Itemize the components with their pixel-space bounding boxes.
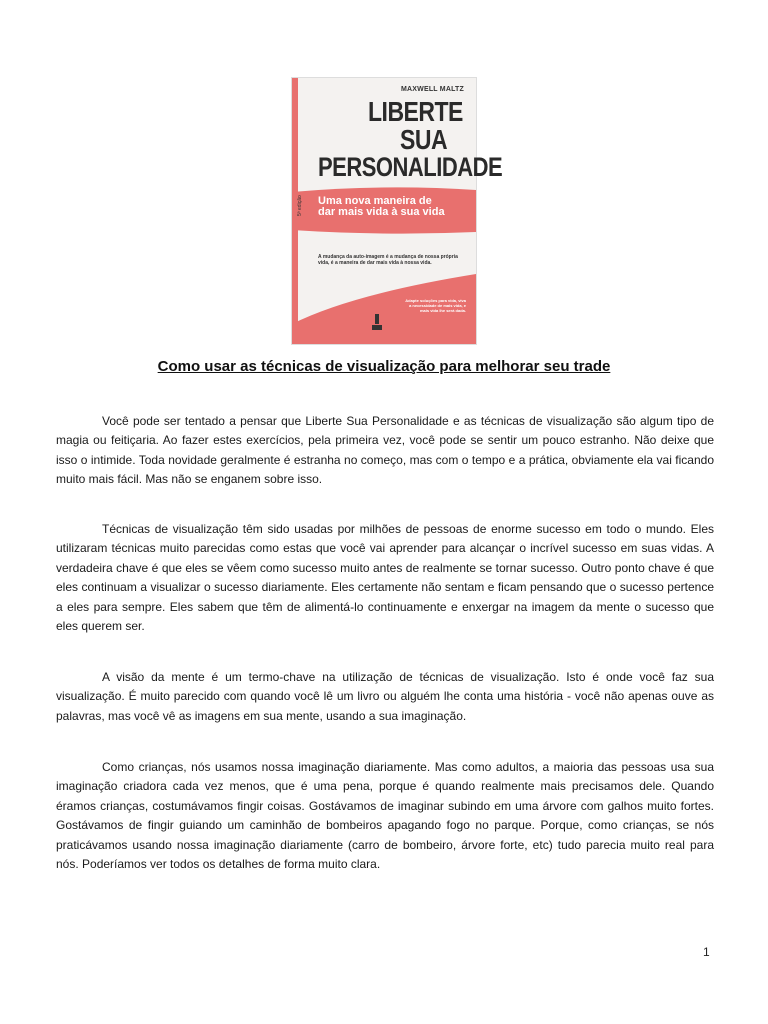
cover-edition: 5ª edição [297,195,303,216]
cover-title-line3: PERSONALIDADE [318,152,503,182]
body-paragraph-1: Você pode ser tentado a pensar que Liberte Sua Personalidade e as técnicas de visualização são algum tipo de magia ou feitiçaria. Ao fazer estes exercícios, pela primeira vez, você pode se sentir um pouco estranho. Não deixe que isso o intimide. Toda novidade geralmente é estranha no começo, mas com o tempo e a prática, obviamente ela vai ficando muito mais fácil. Mas não se enganem sobre isso. [56,414,714,487]
cover-subtitle-line2: dar mais vida à sua vida [318,206,445,218]
book-cover-image [292,78,503,344]
cover-title-line2: SUA [400,124,448,156]
body-paragraph-2: Técnicas de visualização têm sido usadas por milhões de pessoas de enorme sucesso em todo o mundo. Eles utilizaram técnicas muito parecidas como estas que você vai aprender para alcançar o incrível sucesso em suas vidas. A verdadeira chave é que eles se vêem como sucesso muito antes de realmente se tornar sucesso. Outro ponto chave é que eles continuam a visualizar o sucesso diariamente. Eles certamente não sentam e ficam pensando que o sucesso pertence a eles para sempre. Eles sabem que têm de alimentá-lo continuamente e enxergar na imagem da mente o sucesso que eles querem ser. [56,522,714,634]
body-paragraph-3: A visão da mente é um termo-chave na utilização de técnicas de visualização. Isto é onde você faz sua visualização. É muito parecido com quando você lê um livro ou alguém lhe conta uma história - você não apenas ouve as palavras, mas você vê as imagens em sua mente, usando a sua imaginação. [56,670,714,723]
cover-title-line1: LIBERTE [368,96,463,128]
cover-blurb: A mudança da auto-imagem é a mudança de nossa própria vida, é a maneira de dar mais vida à nossa vida. [318,254,458,266]
cover-blurb-secondary: Adapte soluções para vida, viva a necessidade de mais vida, e mais vida lhe será dada. [405,298,466,313]
cover-subtitle-line1: Uma nova maneira de [318,195,432,207]
page-title: Como usar as técnicas de visualização para melhorar seu trade [157,358,611,375]
page-number: 1 [703,945,710,959]
cover-author: MAXWELL MALTZ [401,86,464,93]
publisher-logo-icon [372,314,382,330]
body-paragraph-4: Como crianças, nós usamos nossa imaginação diariamente. Mas como adultos, a maioria das pessoas usa sua imaginação criadora cada vez menos, que é uma pena, porque é quando realmente mais precisamos dele. Quando éramos crianças, costumávamos fingir coisas. Gostávamos de imaginar subindo em uma árvore com galhos muito fortes. Gostávamos de fingir guiando um caminhão de bombeiros apagando fogo no parque. Porque, como crianças, se nós praticávamos usando nossa imaginação diariamente (carro de bombeiro, árvore forte, etc) tudo parecia muito real para nós. Poderíamos ver todos os detalhes de forma muito clara. [56,760,714,872]
cover-subtitle [318,196,445,218]
